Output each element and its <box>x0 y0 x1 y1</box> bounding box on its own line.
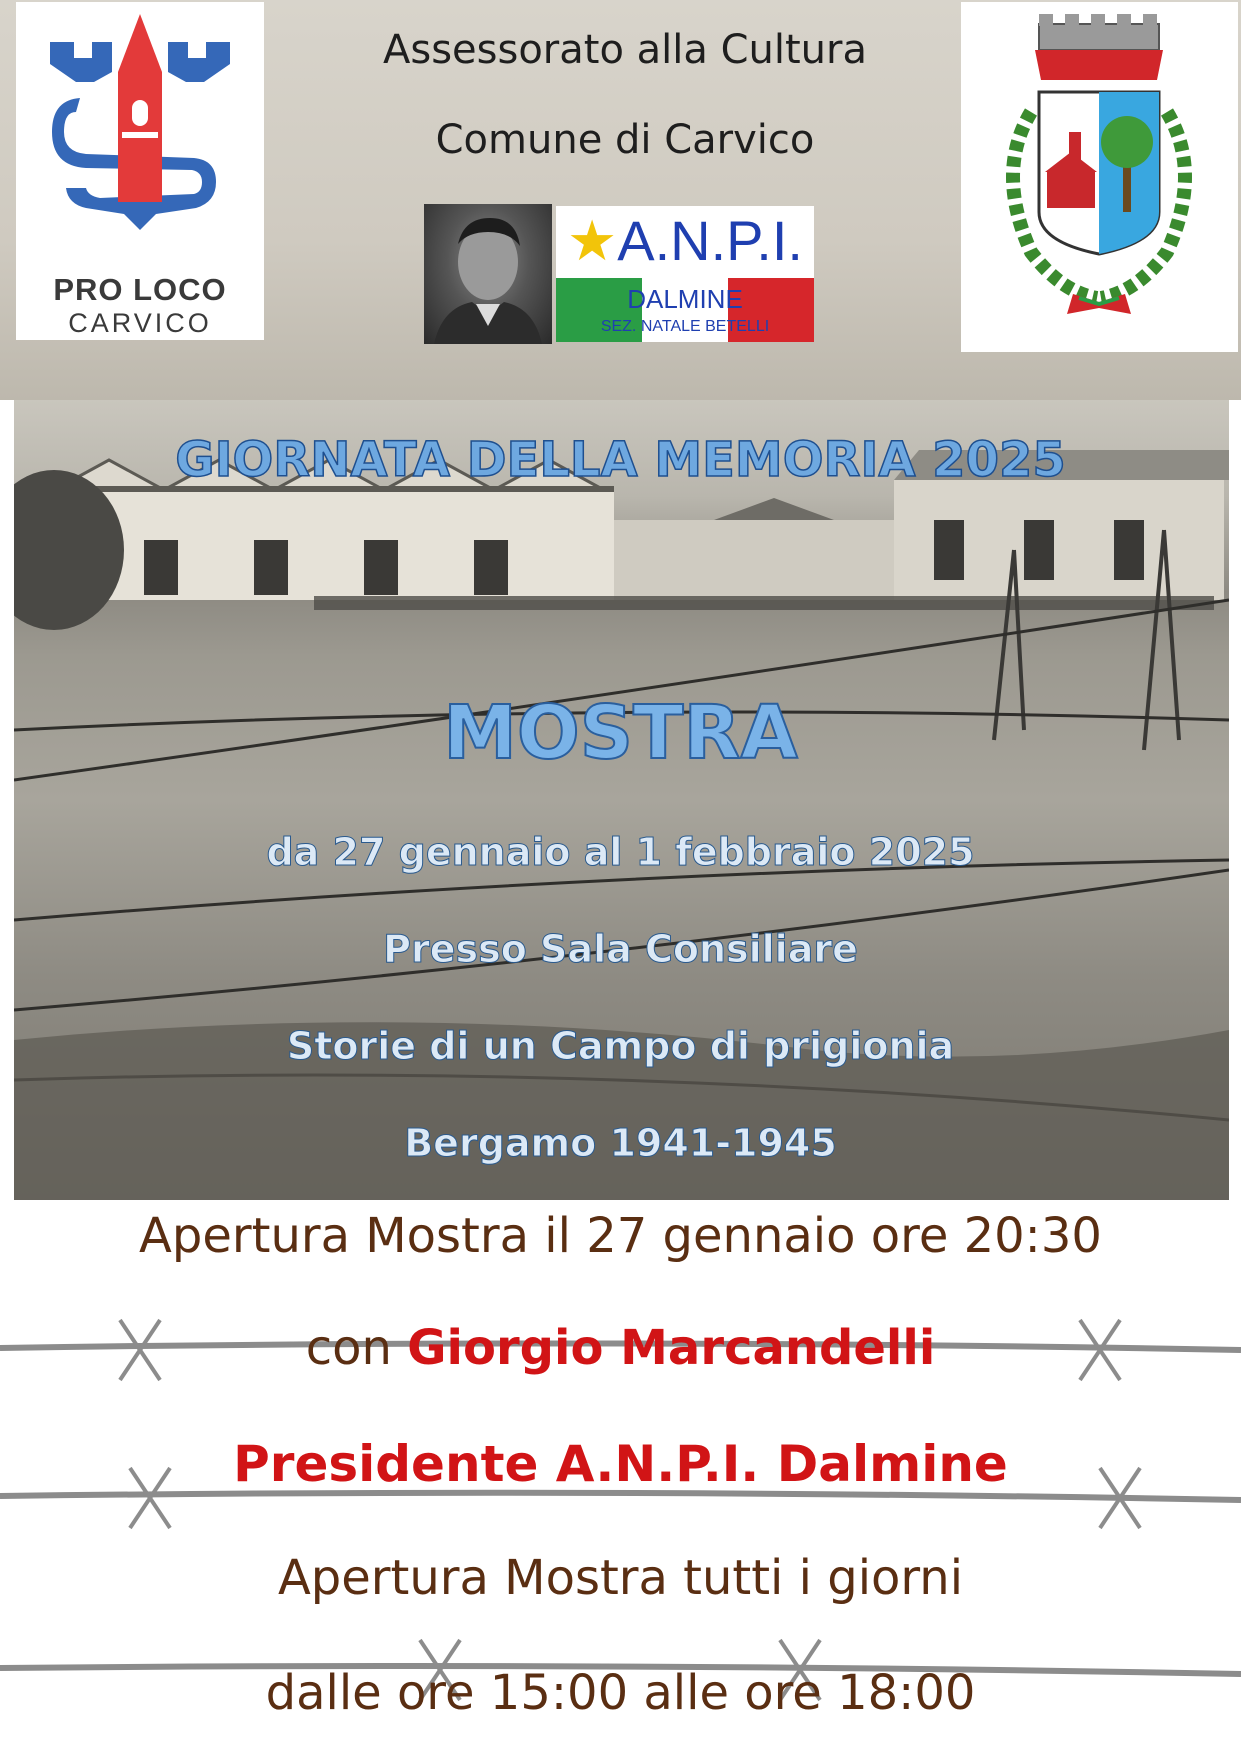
exhibition-place-years: Bergamo 1941-1945 <box>404 1121 837 1165</box>
proloco-name: PRO LOCO <box>53 272 227 307</box>
guest-prefix: con <box>305 1320 408 1376</box>
anpi-city: DALMINE <box>627 284 743 314</box>
prison-camp-photo <box>14 400 1229 1200</box>
star-icon: ★ <box>567 209 618 272</box>
camp-photo-illustration <box>14 400 1229 1200</box>
header-municipality: Comune di Carvico <box>435 117 815 163</box>
guest-role: Presidente A.N.P.I. Dalmine <box>233 1435 1008 1493</box>
daily-opening: Apertura Mostra tutti i giorni <box>277 1550 964 1606</box>
proloco-emblem-icon <box>16 2 264 262</box>
exhibition-subtitle: Storie di un Campo di prigionia <box>286 1024 955 1068</box>
proloco-logo <box>16 2 264 340</box>
exhibition-dates: da 27 gennaio al 1 febbraio 2025 <box>266 830 975 874</box>
anpi-section: SEZ. NATALE BETELLI <box>600 318 770 335</box>
coat-of-arms-icon <box>961 2 1238 352</box>
guest-name: Giorgio Marcandelli <box>407 1320 936 1376</box>
opening-hours: dalle ore 15:00 alle ore 18:00 <box>265 1665 976 1721</box>
partisan-portrait <box>424 204 552 344</box>
event-title: GIORNATA DELLA MEMORIA 2025 <box>175 432 1066 488</box>
header-councillor: Assessorato alla Cultura <box>383 27 867 73</box>
opening-guest-line <box>0 1320 1241 1376</box>
exhibition-heading: MOSTRA <box>443 690 798 776</box>
opening-date-time: Apertura Mostra il 27 gennaio ore 20:30 <box>139 1208 1102 1264</box>
anpi-title: ★A.N.P.I. <box>567 209 803 272</box>
proloco-town: CARVICO <box>68 308 212 338</box>
portrait-silhouette-icon <box>424 204 552 344</box>
carvico-coat-of-arms <box>961 2 1238 352</box>
exhibition-venue: Presso Sala Consiliare <box>383 927 858 971</box>
anpi-logo <box>556 206 814 342</box>
